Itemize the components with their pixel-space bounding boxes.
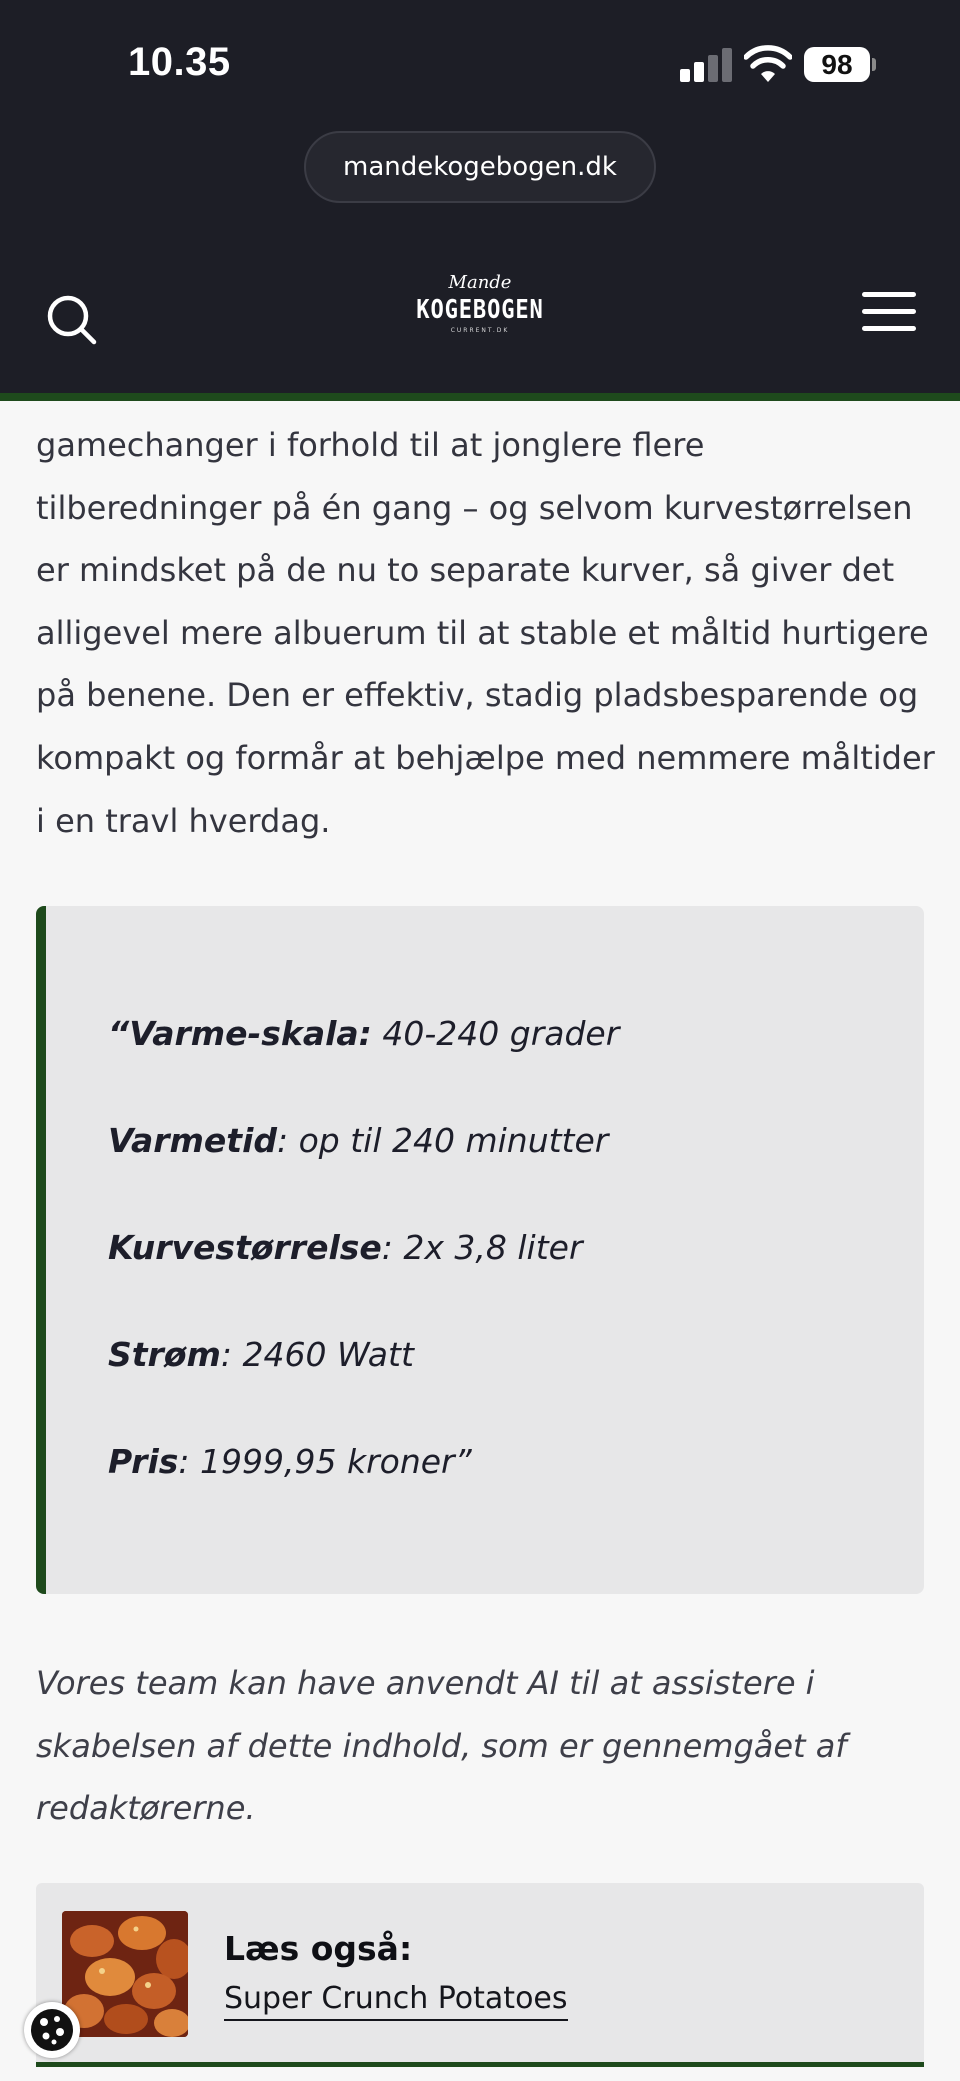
search-icon[interactable] [44, 292, 100, 348]
spec-value: : 2x 3,8 liter [381, 1228, 583, 1267]
spec-label: Strøm [108, 1335, 221, 1374]
paragraph-line: kompakt og formår at behjælpe med nemmere måltider [36, 738, 935, 777]
spec-value: : 2460 Watt [220, 1335, 414, 1374]
spec-heat-time [108, 1121, 608, 1160]
read-also-card[interactable] [36, 1883, 924, 2067]
wifi-icon [744, 44, 792, 84]
battery-indicator: 98 [804, 47, 870, 82]
read-also-label: Læs også: [224, 1929, 413, 1968]
paragraph-line: på benene. Den er effektiv, stadig pladsbesparende og [36, 676, 919, 715]
spec-quote-box [36, 906, 924, 1594]
paragraph-line: er mindsket på de nu to separate kurver, så giver det [36, 551, 895, 590]
url-bar[interactable]: mandekogebogen.dk [304, 131, 656, 203]
cookie-icon[interactable] [24, 2002, 80, 2058]
paragraph-line: gamechanger i forhold til at jonglere flere [36, 426, 705, 464]
site-logo[interactable] [400, 272, 560, 350]
spec-value: : op til 240 minutter [277, 1121, 609, 1160]
spec-label: Pris [108, 1442, 179, 1481]
spec-price [108, 1442, 472, 1481]
article-paragraph [36, 414, 936, 852]
logo-script-text: Mande [448, 272, 512, 293]
logo-main-text: KOGEBOGEN [416, 295, 544, 325]
battery-tip [872, 58, 876, 71]
spec-power [108, 1335, 414, 1374]
paragraph-line: tilberedninger på én gang – og selvom kurvestørrelsen [36, 488, 913, 527]
logo-sub-text: CURRENT.DK [450, 327, 510, 334]
top-bar [0, 0, 960, 393]
disclaimer-line: redaktørerne. [36, 1789, 256, 1828]
spec-label: Varmetid [108, 1121, 277, 1160]
paragraph-line: i en travl hverdag. [36, 801, 331, 840]
spec-basket-size [108, 1228, 583, 1267]
read-also-thumbnail[interactable] [62, 1911, 188, 2037]
spec-value: 40-240 grader [371, 1014, 620, 1053]
read-also-link[interactable]: Super Crunch Potatoes [224, 1979, 568, 2021]
status-time: 10.35 [128, 40, 231, 84]
spec-label: “Varme-skala: [108, 1014, 372, 1053]
menu-icon[interactable] [862, 292, 916, 332]
paragraph-line: alligevel mere albuerum til at stable et måltid hurtigere [36, 613, 929, 652]
disclaimer-line: skabelsen af dette indhold, som er gennemgået af [36, 1726, 847, 1765]
header-accent-line [0, 393, 960, 401]
spec-heat-range [108, 1014, 619, 1053]
ai-disclaimer [36, 1652, 936, 1840]
spec-label: Kurvestørrelse [108, 1228, 382, 1267]
disclaimer-line: Vores team kan have anvendt AI til at assistere i [36, 1664, 815, 1702]
cellular-signal-icon [680, 48, 732, 82]
spec-value: : 1999,95 kroner” [178, 1442, 472, 1481]
